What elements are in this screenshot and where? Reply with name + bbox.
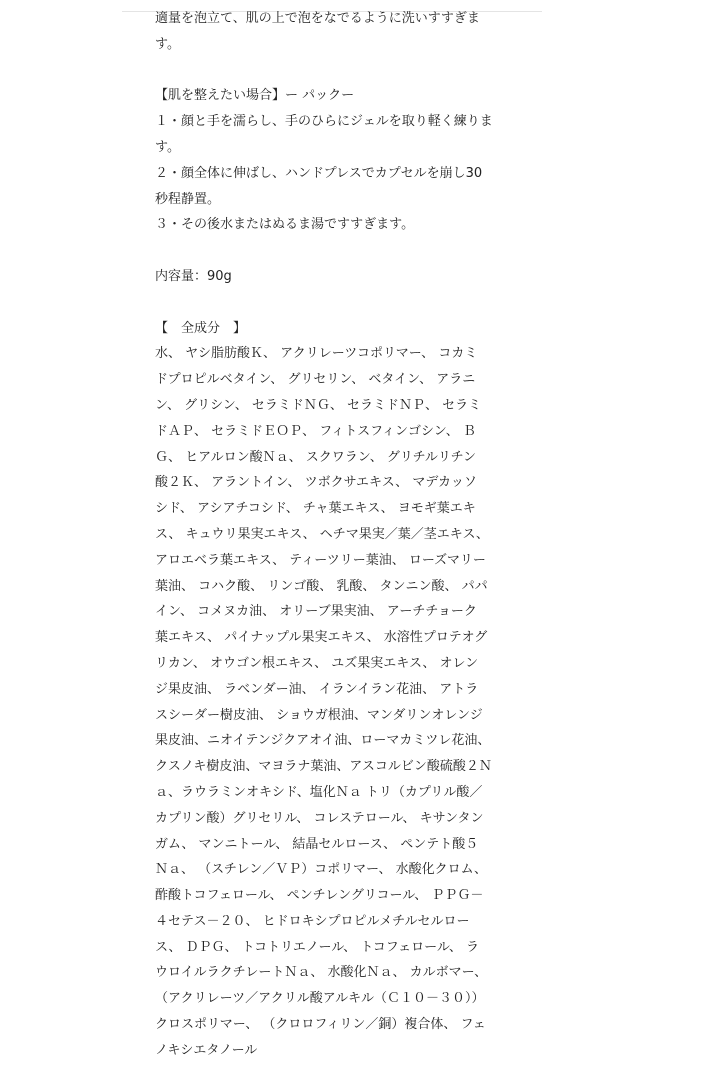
ingredient-line: 水、 ヤシ脂肪酸Ｋ、 アクリレーツコポリマー、 コカミ xyxy=(155,346,478,362)
ingredient-line: ドプロピルベタイン、 グリセリン、 ベタイン、 アラニ xyxy=(155,372,476,388)
ingredient-line: Ｇ、 ヒアルロン酸Ｎａ、 スクワラン、 グリチルリチン xyxy=(155,449,477,465)
ingredient-line: クスノキ樹皮油、マヨラナ葉油、アスコルビン酸硫酸２Ｎ xyxy=(155,759,492,775)
ingredient-line: ス、 ＤＰＧ、 トコトリエノール、 トコフェロール、 ラ xyxy=(155,939,479,955)
ingredient-line: スシーダー樹皮油、 ショウガ根油、マンダリンオレンジ xyxy=(155,707,483,723)
ingredient-line: ウロイルラクチレートＮａ、 水酸化Ｎａ、 カルボマー、 xyxy=(155,965,488,981)
pack-step-line: ３・その後水またはぬるま湯ですすぎます。 xyxy=(155,217,415,233)
pack-step-line: ２・顔全体に伸ばし、ハンドプレスでカプセルを崩し30 xyxy=(155,165,483,181)
ingredient-line: ドＡＰ、 セラミドＥＯＰ、 フィトスフィンゴシン、 Ｂ xyxy=(155,423,476,439)
product-description xyxy=(155,6,517,1064)
ingredient-line: ジ果皮油、 ラベンダー油、 イランイラン花油、 アトラ xyxy=(155,681,479,697)
ingredient-line: ス、 キュウリ果実エキス、 ヘチマ果実／葉／茎エキス、 xyxy=(155,526,489,542)
ingredient-line: カプリン酸）グリセリル、 コレステロール、 キサンタン xyxy=(155,810,484,826)
spacer xyxy=(155,58,517,84)
ingredient-line: クロスポリマー、 （クロロフィリン／銅）複合体、 フェ xyxy=(155,1017,486,1033)
pack-step-line: １・顔と手を濡らし、手のひらにジェルを取り軽く練りま xyxy=(155,114,493,130)
intro-line: 適量を泡立て、肌の上で泡をなでるように洗いすすぎま xyxy=(155,11,480,26)
pack-step-line: す。 xyxy=(155,139,180,155)
ingredients-list xyxy=(155,341,517,1063)
ingredient-line: 葉エキス、 パイナップル果実エキス、 水溶性プロテオグ xyxy=(155,630,488,646)
ingredient-line: ａ、ラウラミンオキシド、塩化Ｎａ トリ（カプリル酸／ xyxy=(155,784,483,800)
ingredient-line: リカン、 オウゴン根エキス、 ユズ果実エキス、 オレン xyxy=(155,655,479,671)
ingredient-line: Ｎａ、 （スチレン／ＶＰ）コポリマー、 水酸化クロム、 xyxy=(155,862,488,878)
ingredient-line: イン、 コメヌカ油、 オリーブ果実油、 アーチチョーク xyxy=(155,604,477,620)
content-amount: 内容量：90g xyxy=(155,268,232,284)
ingredient-line: シド、 アシアチコシド、 チャ葉エキス、 ヨモギ葉エキ xyxy=(155,501,476,517)
spacer xyxy=(155,238,517,264)
intro-line: す。 xyxy=(155,36,180,52)
ingredient-line: 酸２Ｋ、 アラントイン、 ツボクサエキス、 マデカッソ xyxy=(155,475,477,491)
spacer xyxy=(155,290,517,316)
ingredient-line: 果皮油、ニオイテンジクアオイ油、ローマカミツレ花油、 xyxy=(155,733,491,749)
pack-step-line: 秒程静置。 xyxy=(155,191,221,207)
ingredient-line: 酢酸トコフェロール、 ペンチレングリコール、 ＰＰＧ－ xyxy=(155,888,484,904)
ingredient-line: アロエベラ葉エキス、 ティーツリー葉油、 ローズマリー xyxy=(155,552,486,568)
pack-heading: 【肌を整えたい場合】ー パックー xyxy=(155,88,355,104)
ingredient-line: ガム、 マンニトール、 結晶セルロース、 ペンテト酸５ xyxy=(155,836,479,852)
ingredients-heading: 【 全成分 】 xyxy=(155,320,247,336)
ingredient-line: ン、 グリシン、 セラミドＮＧ、 セラミドＮＰ、 セラミ xyxy=(155,397,482,413)
ingredient-line: ノキシエタノール xyxy=(155,1042,258,1058)
ingredient-line: ４セテス－２０、 ヒドロキシプロピルメチルセルロー xyxy=(155,913,470,929)
ingredient-line: 葉油、 コハク酸、 リンゴ酸、 乳酸、 タンニン酸、 パパ xyxy=(155,578,488,594)
ingredient-line: （アクリレーツ／アクリル酸アルキル（Ｃ１０－３０）） xyxy=(155,991,485,1007)
